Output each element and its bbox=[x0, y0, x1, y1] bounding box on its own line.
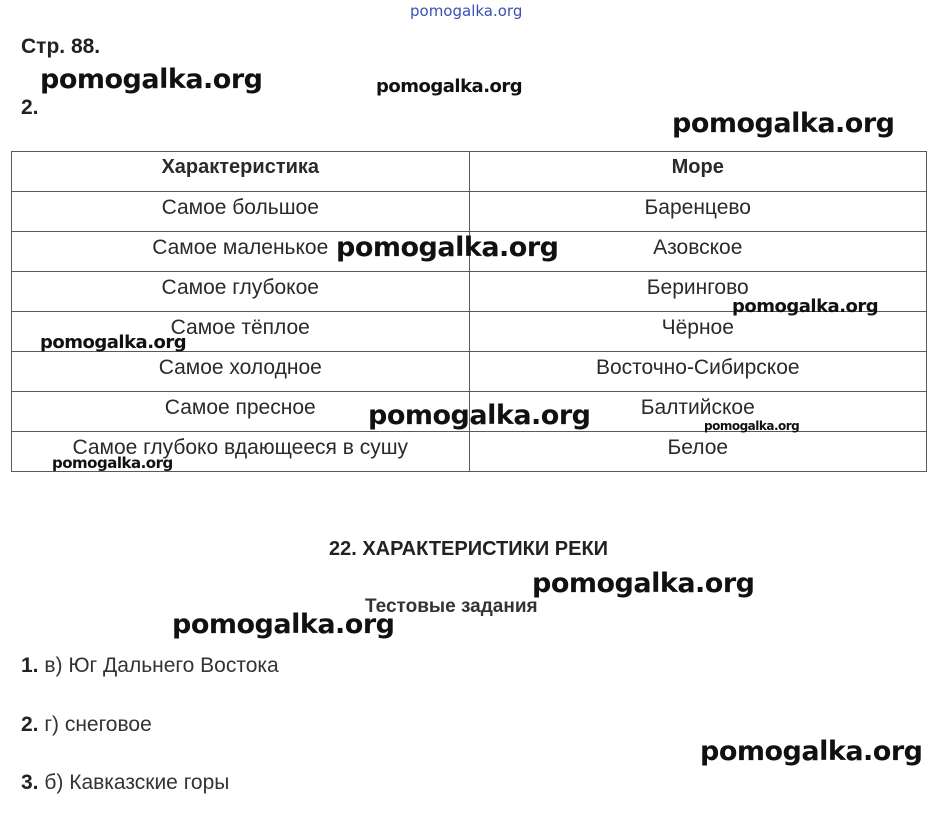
task-number: 2. bbox=[21, 96, 39, 119]
watermark: pomogalka.org bbox=[172, 609, 395, 640]
characteristic-cell: Самое глубоко вдающееся в сушу bbox=[12, 432, 470, 472]
section-subtitle: Тестовые задания bbox=[365, 596, 538, 617]
watermark: pomogalka.org bbox=[700, 736, 923, 767]
watermark: pomogalka.org bbox=[732, 296, 879, 317]
watermark: pomogalka.org bbox=[40, 64, 263, 95]
answer-item bbox=[21, 654, 279, 678]
page-reference: Стр. 88. bbox=[21, 35, 101, 58]
answer-text: г) снеговое bbox=[38, 713, 152, 736]
watermark: pomogalka.org bbox=[52, 454, 173, 472]
column-header-characteristic: Характеристика bbox=[12, 152, 470, 192]
answer-item bbox=[21, 713, 152, 737]
watermark: pomogalka.org bbox=[704, 419, 800, 433]
watermark: pomogalka.org bbox=[336, 232, 559, 263]
watermark: pomogalka.org bbox=[532, 568, 755, 599]
watermark-top: pomogalka.org bbox=[410, 2, 523, 20]
characteristic-cell: Самое маленькое bbox=[12, 232, 470, 272]
answer-text: б) Кавказские горы bbox=[38, 771, 230, 794]
table-header-row bbox=[12, 152, 927, 192]
answer-text: в) Юг Дальнего Востока bbox=[38, 654, 279, 677]
answer-item bbox=[21, 771, 229, 795]
characteristic-cell: Самое тёплое bbox=[12, 312, 470, 352]
watermark: pomogalka.org bbox=[376, 76, 523, 97]
characteristic-cell: Самое глубокое bbox=[12, 272, 470, 312]
column-header-sea: Море bbox=[469, 152, 927, 192]
characteristic-cell: Самое большое bbox=[12, 192, 470, 232]
answer-number: 2. bbox=[21, 713, 39, 736]
section-title: 22. ХАРАКТЕРИСТИКИ РЕКИ bbox=[328, 538, 609, 560]
table-row bbox=[12, 192, 927, 232]
answer-number: 3. bbox=[21, 771, 39, 794]
table-row bbox=[12, 352, 927, 392]
sea-cell: Азовское bbox=[469, 232, 927, 272]
watermark: pomogalka.org bbox=[368, 400, 591, 431]
sea-cell: Белое bbox=[469, 432, 927, 472]
watermark: pomogalka.org bbox=[672, 108, 895, 139]
sea-cell: Балтийское bbox=[469, 392, 927, 432]
sea-cell: Баренцево bbox=[469, 192, 927, 232]
sea-cell: Восточно-Сибирское bbox=[469, 352, 927, 392]
watermark: pomogalka.org bbox=[40, 332, 187, 353]
answer-number: 1. bbox=[21, 654, 39, 677]
characteristic-cell: Самое холодное bbox=[12, 352, 470, 392]
sea-cell: Берингово bbox=[469, 272, 927, 312]
characteristic-cell: Самое пресное bbox=[12, 392, 470, 432]
sea-cell: Чёрное bbox=[469, 312, 927, 352]
